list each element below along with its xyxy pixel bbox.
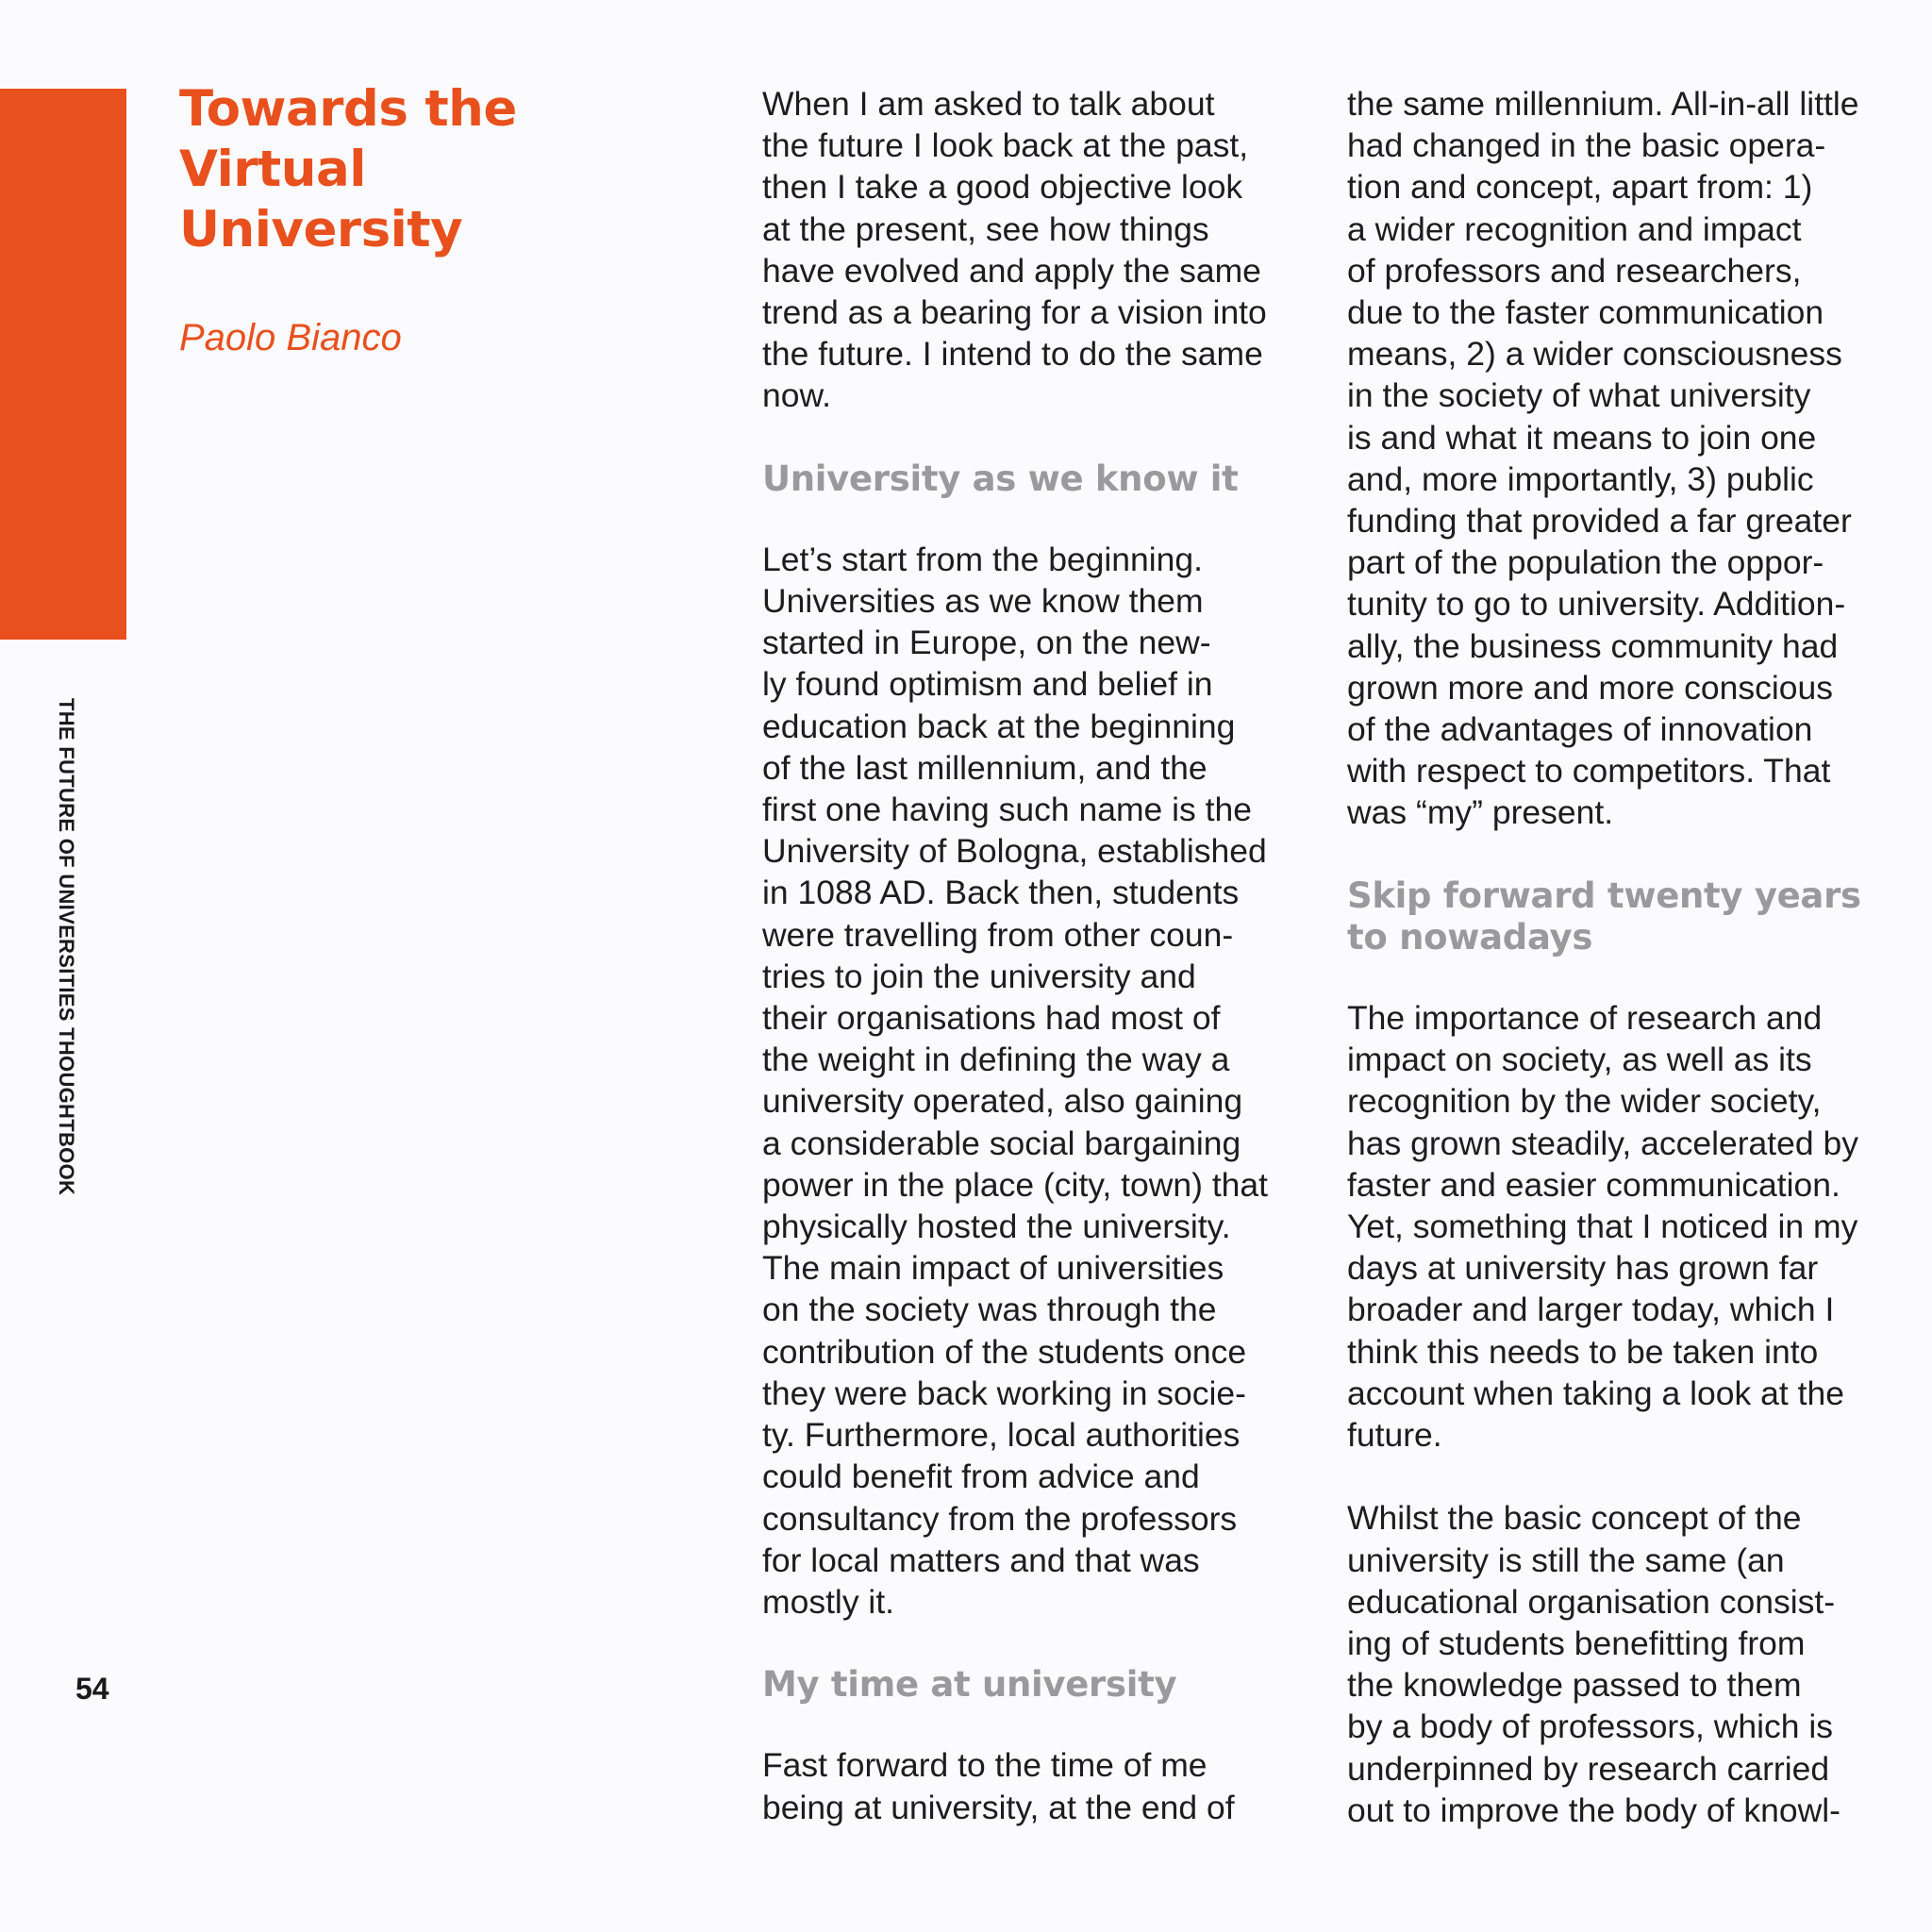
body-paragraph: the same millennium. All-in-all little had changed in the basic opera- tion and concept, apart from: 1) a wider recognition and impact of professors and researchers, due to the faster communication means, 2) a wider consciousness in the society of what university is and what it means to join one and, more importantly, 3) public funding that provided a far greater part of the population the oppor- tunity to go to university. Addition- ally, the business community had grown more and more conscious of the advantages of innovation with respect to competitors. That was “my” present. (1347, 85, 1859, 832)
body-paragraph: When I am asked to talk about the future I look back at the past, then I take a good objective look at the present, see how things have evolved and apply the same trend as a bearing for a vision into the future. I intend to do the same now. (762, 85, 1267, 415)
body-paragraph: Let’s start from the beginning. Universities as we know them started in Europe, on the new- ly found optimism and belief in education back at the beginning of the last millennium, and the first one having such name is the University of Bologna, established in 1088 AD. Back then, students were travelling from other coun- tries to join the university and their organisations had most of the weight in defining the way a university operated, also gaining a considerable social bargaining power in the place (city, town) that physically hosted the university. The main impact of universities on the society was through the contribution of the students once they were back working in socie- ty. Furthermore, local authorities could benefit from advice and consultancy from the professors for local matters and that was mostly it. (762, 540, 1269, 1621)
accent-bar (0, 89, 126, 640)
article-author: Paolo Bianco (179, 317, 402, 358)
body-paragraph: Whilst the basic concept of the university is still the same (an educational organisation consist- ing of students benefitting from the knowledge passed to them by a body of professors, which is underpinned by research carried out to improve the body of knowl- (1347, 1499, 1840, 1829)
text-column-right (1347, 83, 1875, 1831)
body-paragraph: The importance of research and impact on society, as well as its recognition by the wider society, has grown steadily, accelerated by faster and easier communication. Yet, something that I noticed in my days at university has grown far broader and larger today, which I think this needs to be taken into account when taking a look at the future. (1347, 999, 1858, 1455)
section-heading: Skip forward twenty years to nowadays (1347, 874, 1861, 958)
body-paragraph: Fast forward to the time of me being at university, at the end of (762, 1746, 1235, 1826)
section-heading: My time at university (762, 1664, 1177, 1706)
section-heading: University as we know it (762, 458, 1239, 499)
running-head: THE FUTURE OF UNIVERSITIES THOUGHTBOOK (55, 698, 78, 1196)
article-title: Towards the Virtual University (179, 80, 517, 258)
page-number: 54 (75, 1672, 109, 1706)
text-column-left (762, 83, 1291, 1828)
